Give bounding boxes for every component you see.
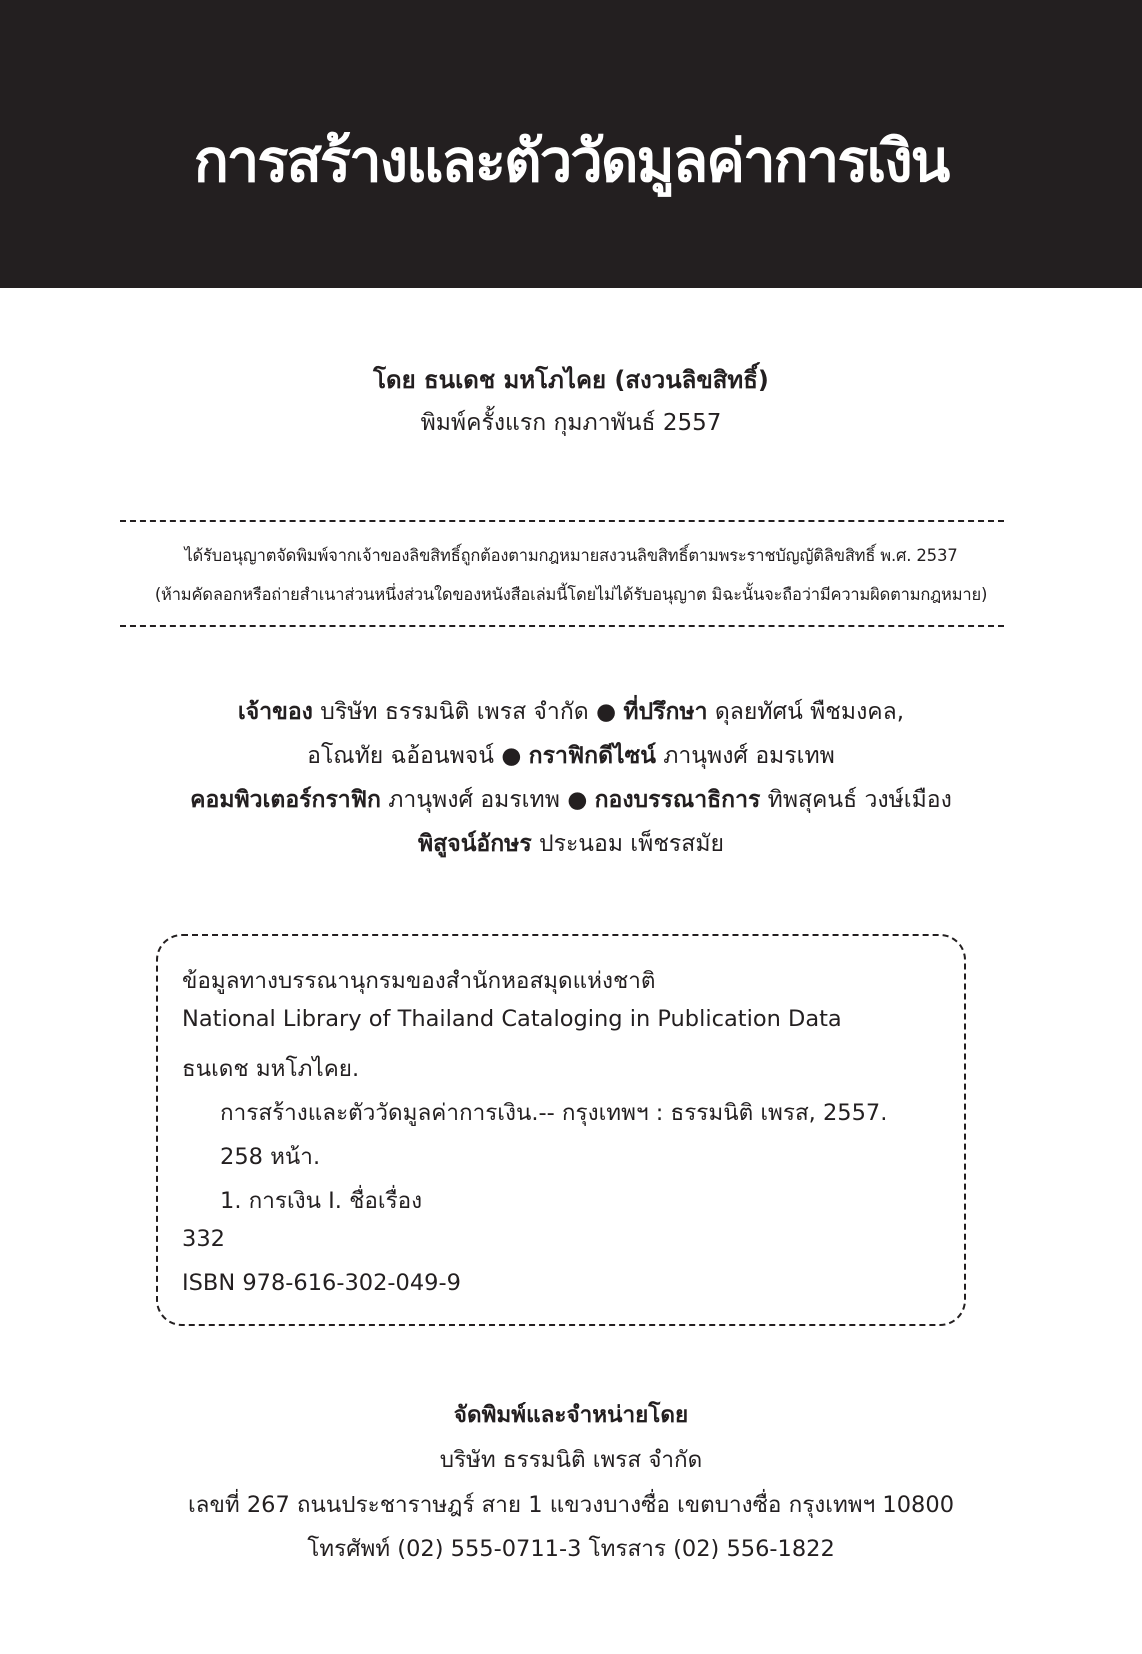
- editorial-value: ทิพสุคนธ์ วงษ์เมือง: [767, 787, 952, 813]
- credits-row-3: [0, 778, 1142, 822]
- copyright-notice-line-1: ได้รับอนุญาตจัดพิมพ์จากเจ้าของลิขสิทธิ์ถูกต้องตามกฎหมายสงวนลิขสิทธิ์ตามพระราชบัญญัติลิขสิทธิ์ พ.ศ. 2537: [184, 546, 958, 565]
- cip-author: ธนเดช มหโภไคย.: [182, 1056, 360, 1082]
- cip-pages: 258 หน้า.: [220, 1144, 321, 1170]
- author-line: โดย ธนเดช มหโภไคย (สงวนลิขสิทธิ์): [373, 366, 769, 394]
- cip-isbn: ISBN 978-616-302-049-9: [182, 1270, 461, 1296]
- owner-label: เจ้าของ: [237, 699, 313, 725]
- bullet-icon: ●: [567, 787, 588, 813]
- title-banner: [0, 0, 1142, 288]
- top-dashed-divider: [120, 520, 1004, 522]
- computer-graphic-value: ภานุพงศ์ อมรเทพ: [388, 787, 560, 813]
- graphic-design-label: กราฟิกดีไซน์: [528, 743, 656, 769]
- graphic-design-value: ภานุพงศ์ อมรเทพ: [663, 743, 835, 769]
- publisher-heading: จัดพิมพ์และจำหน่ายโดย: [453, 1402, 689, 1428]
- advisor-label: ที่ปรึกษา: [623, 699, 708, 725]
- editorial-label: กองบรรณาธิการ: [594, 787, 761, 813]
- credits-row-1: [0, 690, 1142, 734]
- proofreader-label: พิสูจน์อักษร: [418, 831, 532, 857]
- cip-subject: 1. การเงิน I. ชื่อเรื่อง: [220, 1188, 423, 1214]
- credits-row-4: [0, 822, 1142, 866]
- cip-heading-english: National Library of Thailand Cataloging in Publication Data: [182, 1006, 842, 1032]
- bullet-icon: ●: [501, 743, 522, 769]
- publisher-name: บริษัท ธรรมนิติ เพรส จำกัด: [439, 1447, 703, 1473]
- cip-heading-thai: ข้อมูลทางบรรณานุกรมของสำนักหอสมุดแห่งชาติ: [182, 968, 656, 994]
- cip-imprint: การสร้างและตัววัดมูลค่าการเงิน.-- กรุงเทพฯ : ธรรมนิติ เพรส, 2557.: [220, 1100, 888, 1126]
- bullet-icon: ●: [596, 699, 617, 725]
- credits-row-2: [0, 734, 1142, 778]
- publisher-address: เลขที่ 267 ถนนประชาราษฎร์ สาย 1 แขวงบางซื่อ เขตบางซื่อ กรุงเทพฯ 10800: [187, 1492, 955, 1518]
- cataloging-box: [156, 934, 966, 1326]
- copyright-notice-line-2: (ห้ามคัดลอกหรือถ่ายสำเนาส่วนหนึ่งส่วนใดของหนังสือเล่มนี้โดยไม่ได้รับอนุญาต มิฉะนั้นจะถือว่ามีความผิดตามกฎหมาย): [154, 585, 988, 604]
- computer-graphic-label: คอมพิวเตอร์กราฟิก: [190, 787, 381, 813]
- book-title: การสร้างและตัววัดมูลค่าการเงิน: [193, 127, 949, 195]
- proofreader-value: ประนอม เพ็ชรสมัย: [538, 831, 724, 857]
- advisor-value-1: ดุลยทัศน์ พืชมงคล,: [714, 699, 905, 725]
- bottom-dashed-divider: [120, 625, 1004, 627]
- edition-line: พิมพ์ครั้งแรก กุมภาพันธ์ 2557: [420, 410, 722, 436]
- cip-classification: 332: [182, 1226, 225, 1252]
- owner-value: บริษัท ธรรมนิติ เพรส จำกัด: [320, 699, 589, 725]
- publisher-phone: โทรศัพท์ (02) 555-0711-3 โทรสาร (02) 556-1822: [307, 1536, 835, 1562]
- credits-block: [0, 690, 1142, 866]
- advisor-value-2: อโณทัย ฉอ้อนพจน์: [307, 743, 494, 769]
